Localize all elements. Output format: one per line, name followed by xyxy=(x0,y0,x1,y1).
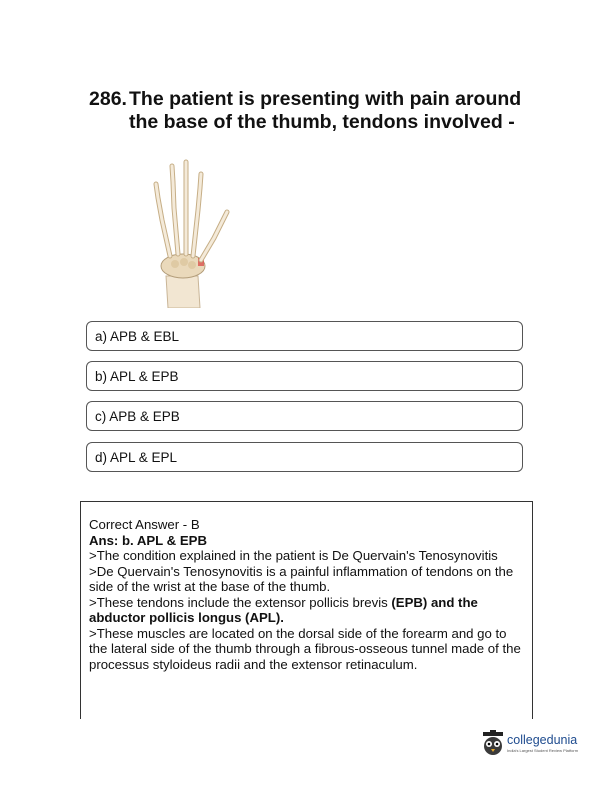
explanation-line-3-text: >These tendons include the extensor pollicis brevis xyxy=(89,594,392,610)
answer-box xyxy=(80,501,533,719)
option-c[interactable]: c) APB & EPB xyxy=(86,401,523,431)
option-d[interactable]: d) APL & EPL xyxy=(86,442,523,472)
correct-answer: Correct Answer - B xyxy=(89,517,200,532)
owl-mascot-icon xyxy=(480,730,506,758)
brand-tagline: India's Largest Student Review Platform xyxy=(507,748,579,753)
collegedunia-logo xyxy=(480,728,590,760)
option-a[interactable]: a) APB & EBL xyxy=(86,321,523,351)
answer-heading: Ans: b. APL & EPB xyxy=(89,532,207,548)
brand-name: collegedunia xyxy=(507,733,578,747)
question-number: 286. xyxy=(89,88,127,110)
explanation-line-3 xyxy=(89,595,524,626)
explanation-line-1: >The condition explained in the patient is De Quervain's Tenosynovitis xyxy=(89,548,498,563)
explanation-line-4: >These muscles are located on the dorsal side of the forearm and go to the lateral side of the thumb through a fibrous-osseous tunnel made of the processus styloideus radii and the extensor retinaculum. xyxy=(89,625,521,672)
question-text: The patient is presenting with pain around the base of the thumb, tendons involved - xyxy=(129,88,522,133)
hand-bones-icon xyxy=(128,158,238,308)
explanation-line-2: >De Quervain's Tenosynovitis is a painful inflammation of tendons on the side of the wrist at the base of the thumb. xyxy=(89,563,514,594)
explanation-line-3-bold: (EPB) and the abductor pollicis longus (APL). xyxy=(89,594,478,625)
hand-skeleton-illustration xyxy=(128,158,238,308)
option-b[interactable]: b) APL & EPB xyxy=(86,361,523,391)
